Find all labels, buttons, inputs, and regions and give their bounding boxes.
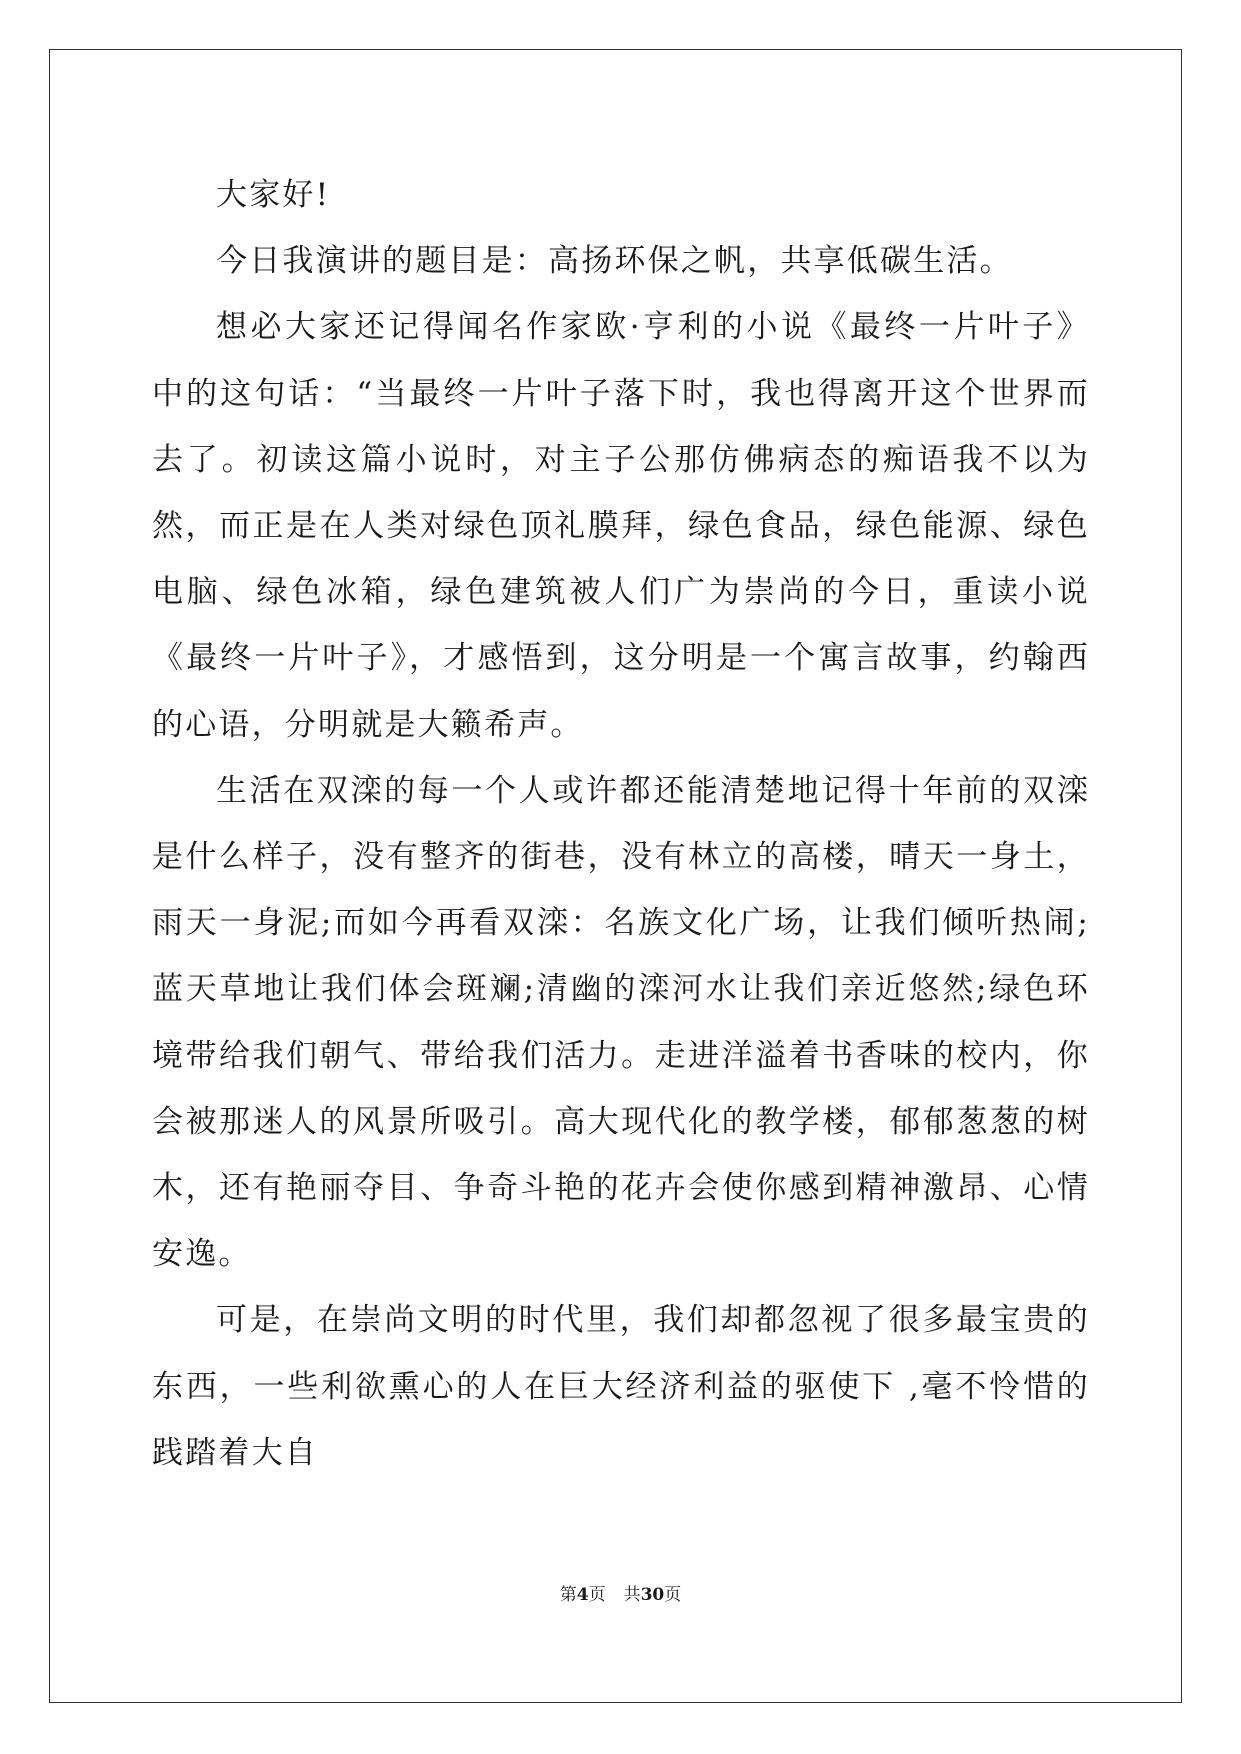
paragraph-shuangluan: 生活在双滦的每一个人或许都还能清楚地记得十年前的双滦是什么样子，没有整齐的街巷，没有林立的高楼，晴天一身土，雨天一身泥;而如今再看双滦：名族文化广场，让我们倾听热闹;蓝天草地让我们体会斑斓;清幽的滦河水让我们亲近悠然;绿色环境带给我们朝气、带给我们活力。走进洋溢着书香味的校内，你会被那迷人的风景所吸引。高大现代化的教学楼，郁郁葱葱的树木，还有艳丽夺目、争奇斗艳的花卉会使你感到精神激昂、心情安逸。 xyxy=(152,772,1090,1273)
document-body xyxy=(152,162,1090,1486)
paragraph-greeting: 大家好! xyxy=(216,177,331,213)
paragraph-however: 可是，在崇尚文明的时代里，我们却都忽视了很多最宝贵的东西，一些利欲熏心的人在巨大经济利益的驱使下 ,毫不怜惜的践踏着大自 xyxy=(152,1302,1090,1471)
page-suffix: 页 xyxy=(588,1585,606,1605)
page-number: 4 xyxy=(576,1585,589,1605)
total-pages: 30 xyxy=(640,1585,665,1605)
paragraph-last-leaf: 想必大家还记得闻名作家欧·亨利的小说《最终一片叶子》中的这句话：“当最终一片叶子落下时，我也得离开这个世界而去了。初读这篇小说时，对主子公那仿佛病态的痴语我不以为然，而正是在人类对绿色顶礼膜拜，绿色食品，绿色能源、绿色电脑、绿色冰箱，绿色建筑被人们广为崇尚的今日，重读小说《最终一片叶子》，才感悟到，这分明是一个寓言故事，约翰西的心语，分明就是大籁希声。 xyxy=(152,309,1090,743)
paragraph-topic: 今日我演讲的题目是：高扬环保之帆，共享低碳生活。 xyxy=(216,243,1013,280)
total-suffix: 页 xyxy=(664,1585,682,1605)
total-prefix: 共 xyxy=(623,1585,641,1605)
page-prefix: 第 xyxy=(559,1585,577,1605)
page-footer xyxy=(0,1580,1241,1605)
